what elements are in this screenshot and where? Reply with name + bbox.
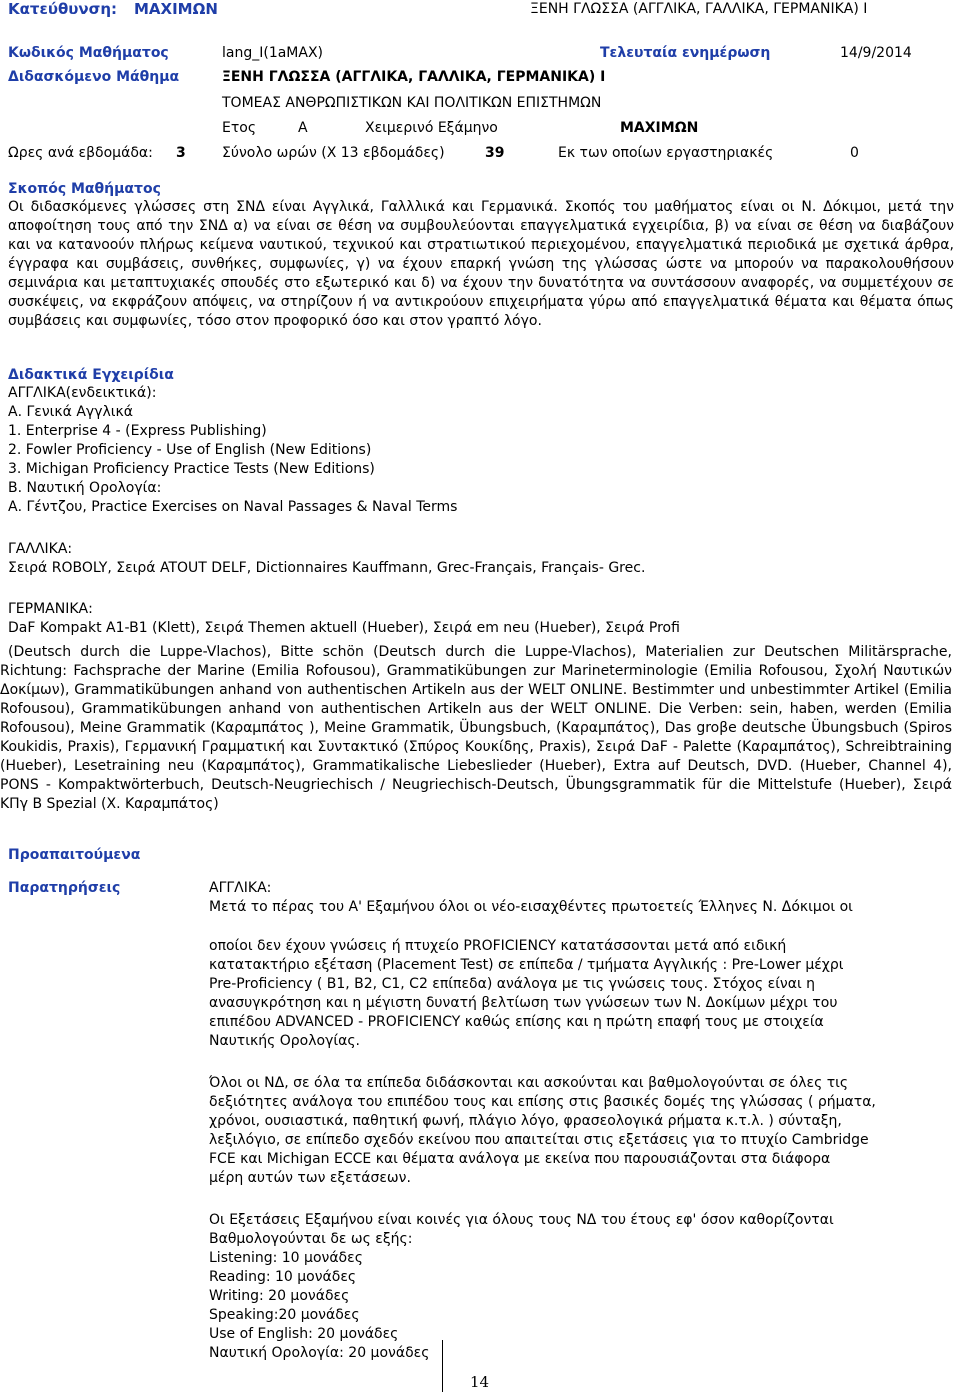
code-value: lang_I(1aMAX): [222, 45, 324, 61]
exam-score-line: Ναυτική Ορολογία: 20 μονάδες: [209, 1345, 430, 1361]
lab-hours-value: 0: [850, 145, 859, 161]
remarks-line: Όλοι οι ΝΔ, σε όλα τα επίπεδα διδάσκονται και ασκούνται και βαθμολογούνται σε όλες τις: [209, 1075, 849, 1091]
exam-score-line: Reading: 10 μονάδες: [209, 1269, 357, 1285]
remarks-english-label: ΑΓΓΛΙΚΑ:: [209, 880, 272, 896]
exam-score-line: Writing: 20 μονάδες: [209, 1288, 350, 1304]
remarks-line: μέρη αυτών των εξετάσεων.: [209, 1170, 411, 1186]
remarks-line: Οι Εξετάσεις Εξαμήνου είναι κοινές για όλους τους ΝΔ του έτους εφ' όσον καθορίζονται: [209, 1212, 834, 1228]
english-textbook-line: 1. Enterprise 4 - (Express Publishing): [8, 423, 267, 439]
sector-name: ΤΟΜΕΑΣ ΑΝΘΡΩΠΙΣΤΙΚΩΝ ΚΑΙ ΠΟΛΙΤΙΚΩΝ ΕΠΙΣΤΗΜΩΝ: [222, 95, 602, 111]
remarks-line: δεξιότητες ανάλογα του επιπέδου τους και επίσης στις βασικές δομές της γλώσσας ( ρήματα,: [209, 1094, 876, 1110]
remarks-line: λεξιλόγιο, σε επίπεδο σχεδόν εκείνου που απαιτείται στις εξετάσεις για το πτυχίο Cambridge: [209, 1132, 869, 1148]
german-textbooks-line1: DaF Kompakt A1-B1 (Klett), Σειρά Themen aktuell (Hueber), Σειρά em neu (Hueber), Σειρά Profi: [8, 620, 680, 636]
english-textbooks-list: [8, 384, 457, 517]
total-hours-value: 39: [485, 145, 505, 161]
subject-value: ΞΕΝΗ ΓΛΩΣΣΑ (ΑΓΓΛΙΚΑ, ΓΑΛΛΙΚΑ, ΓΕΡΜΑΝΙΚΑ) Ι: [222, 69, 606, 85]
remarks-line: Βαθμολογούνται δε ως εξής:: [209, 1231, 413, 1247]
hours-label: Ωρες ανά εβδομάδα:: [8, 145, 153, 161]
english-textbook-line: 2. Fowler Proficiency - Use of English (New Editions): [8, 442, 372, 458]
english-textbook-line: Β. Ναυτική Ορολογία:: [8, 480, 162, 496]
german-label: ΓΕΡΜΑΝΙΚΑ:: [8, 601, 93, 617]
updated-label: Τελευταία ενημέρωση: [600, 45, 771, 61]
remarks-line: Ναυτικής Ορολογίας.: [209, 1033, 360, 1049]
direction-value: ΜΑΧΙΜΩΝ: [134, 0, 218, 18]
french-textbooks: Σειρά ROBOLY, Σειρά ATOUT DELF, Dictionnaires Kauffmann, Grec-Français, Français- Grec.: [8, 560, 646, 576]
year-value: Α: [298, 120, 308, 136]
exam-score-line: Use of English: 20 μονάδες: [209, 1326, 399, 1342]
french-label: ΓΑΛΛΙΚΑ:: [8, 541, 73, 557]
textbooks-heading: Διδακτικά Εγχειρίδια: [8, 367, 174, 383]
remarks-paragraph-1: [209, 937, 844, 1051]
direction-name: ΜΑΧΙΜΩΝ: [620, 120, 699, 136]
lab-hours-label: Εκ των οποίων εργαστηριακές: [558, 145, 774, 161]
remarks-line: οποίοι δεν έχουν γνώσεις ή πτυχείο PROFICIENCY κατατάσσονται μετά από ειδική: [209, 938, 787, 954]
remarks-line: χρόνοι, ουσιαστικά, παθητική φωνή, πλάγιο λόγο, φρασεολογικά ρήματα κ.τ.λ. ) σύνταξη,: [209, 1113, 842, 1129]
english-textbook-line: Α. Γενικά Αγγλικά: [8, 404, 133, 420]
remarks-line: κατατακτήριο εξέταση (Placement Test) σε επίπεδα / τμήματα Αγγλικής : Pre-Lower μέχρι: [209, 957, 844, 973]
hours-value: 3: [176, 145, 186, 161]
semester: Χειμερινό Εξάμηνο: [365, 120, 498, 136]
page-number: 14: [470, 1373, 490, 1391]
german-textbooks-text: (Deutsch durch die Luppe-Vlachos), Bitte schön (Deutsch durch die Luppe-Vlachos), Materialien zur Deutschen Militärsprache, Richtung: Fachsprache der Marine (Emilia Rofousou), Grammatikübungen zur Marineterminologie (Emilia Rofousou, Σχολή Ναυτικών Δοκίμων), Grammatikübungen anhand von authentischen Artikeln aus der WELT ONLINE. Bestimmter und unbestimmter Artikel (Emilia Rofousou), Grammatikübungen anhand von authentischen Artikeln aus der WELT ONLINE. Die Verben: sein, haben, werden (Emilia Rofousou), Meine Grammatik (Καραμπάτος ), Meine Grammatik, Übungsbuch, (Καραμπάτος), Das groβe deutsche Übungsbuch (Spiros Koukidis, Praxis), Γερμανική Γραμματική και Συντακτικό (Σπύρος Κουκίδης, Praxis), Σειρά DaF - Palette (Καραμπάτος), Schreibtraining (Hueber), Lesetraining neu (Καραμπάτος), Grammatikalische Liebeslieder (Hueber), Extra auf Deutsch, DVD. (Hueber, Channel 4), PONS - Kompaktwörterbuch, Deutsch-Neugriechisch / Neugriechisch-Deutsch, Übungsgrammatik für die Mittelstufe (Hueber), Σειρά ΚΠγ Β Spezial (Χ. Καραμπάτος): [0, 644, 952, 812]
year-label: Ετος: [222, 120, 257, 136]
subject-label: Διδασκόμενο Μάθημα: [8, 69, 180, 85]
purpose-text: Οι διδασκόμενες γλώσσες στη ΣΝΔ είναι Αγγλικά, Γαλλλικά και Γερμανικά. Σκοπός του μαθήματος είναι οι Ν. Δόκιμοι, μετά την αποφοίτηση τους από την ΣΝΔ α) να είναι σε θέση να συμβουλεύονται επαγγελματικά εγχειρίδια, β) να είναι σε θέση να διαβάζουν και να κατανοούν πλήρως κείμενα ναυτικού, τεχνικού και στρατιωτικού περιεχομένου, επαγγελματικά περιοδικά με σχετικά άρθρα, έγγραφα και συμβάσεις, συνθήκες, συμφωνίες, γ) να έχουν επαρκή γνώση της γλώσσας ώστε να μπορούν να παρακολουθήσουν σεμινάρια και μεταπτυχιακές σπουδές στο εξωτερικό και δ) να έχουν την δυνατότητα να συντάσσουν αναφορές, να συμμετέχουν σε συσκέψεις, να εκφράζουν απόψεις, να στηρίζουν ή να αντικρούουν επιχειρήματα γύρω από επαγγελματικά θέματα και θέματα όπως συμβάσεις και συμφωνίες, τόσο στον προφορικό όσο και στον γραπτό λόγο.: [8, 199, 954, 329]
remarks-line: Pre-Proficiency ( B1, B2, C1, C2 επίπεδα) ανάλογα με τις γνώσεις τους. Στόχος είναι η: [209, 976, 816, 992]
remarks-first-line: Μετά το πέρας του Α' Εξαμήνου όλοι οι νέο-εισαχθέντες πρωτοετείς Έλληνες Ν. Δόκιμοι οι: [209, 899, 853, 915]
remarks-paragraph-3: [209, 1211, 834, 1363]
remarks-heading: Παρατηρήσεις: [8, 880, 121, 896]
english-textbook-line: 3. Michigan Proficiency Practice Tests (New Editions): [8, 461, 375, 477]
prereq-heading: Προαπαιτούμενα: [8, 847, 141, 863]
english-textbook-line: Α. Γέντζου, Practice Exercises on Naval Passages & Naval Terms: [8, 499, 458, 515]
remarks-line: ανασυγκρότηση και η μέγιστη δυνατή βελτίωση των γνώσεων των Ν. Δοκίμων μέχρι του: [209, 995, 838, 1011]
direction-label: Κατεύθυνση:: [8, 0, 117, 18]
exam-score-line: Speaking:20 μονάδες: [209, 1307, 360, 1323]
purpose-heading: Σκοπός Μαθήματος: [8, 181, 161, 197]
column-divider: [442, 1340, 443, 1392]
english-textbook-line: ΑΓΓΛΙΚΑ(ενδεικτικά):: [8, 385, 157, 401]
updated-value: 14/9/2014: [840, 45, 912, 61]
remarks-line: επιπέδου ADVANCED - PROFICIENCY καθώς επίσης και η πρώτη επαφή τους με στοιχεία: [209, 1014, 824, 1030]
course-title: ΞΕΝΗ ΓΛΩΣΣΑ (ΑΓΓΛΙΚΑ, ΓΑΛΛΙΚΑ, ΓΕΡΜΑΝΙΚΑ) Ι: [530, 1, 868, 17]
exam-score-line: Listening: 10 μονάδες: [209, 1250, 363, 1266]
remarks-line: FCE και Michigan ECCE και θέματα ανάλογα με εκείνα που παρουσιάζονται στα διάφορα: [209, 1151, 831, 1167]
code-label: Κωδικός Μαθήματος: [8, 45, 169, 61]
remarks-paragraph-2: [209, 1074, 876, 1188]
total-hours-label: Σύνολο ωρών (Χ 13 εβδομάδες): [222, 145, 445, 161]
